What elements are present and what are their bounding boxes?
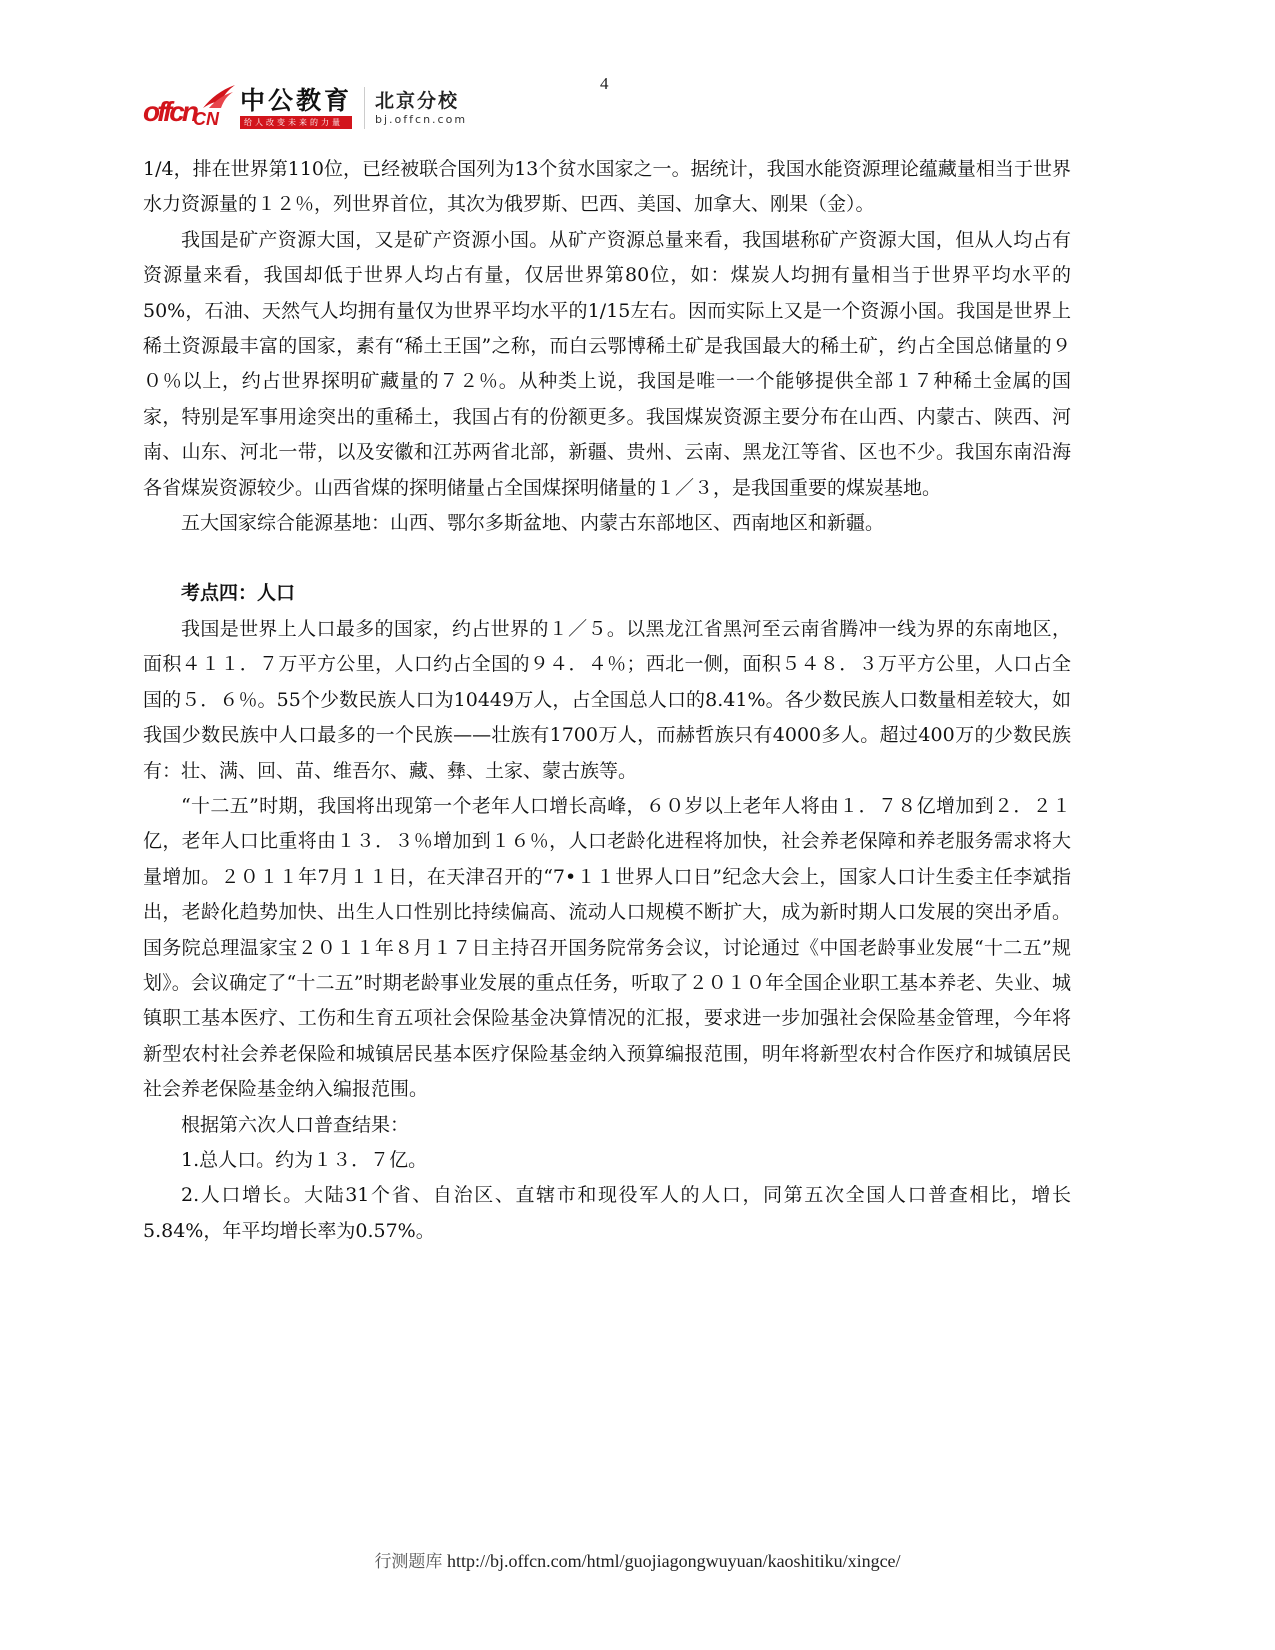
paragraph-mineral-resources: 我国是矿产资源大国，又是矿产资源小国。从矿产资源总量来看，我国堪称矿产资源大国，但从人均占有资源量来看，我国却低于世界人均占有量，仅居世界第80位，如：煤炭人均拥有量相当于世界平均水平的50%，石油、天然气人均拥有量仅为世界平均水平的1/15左右。因而实际上又是一个资源小国。我国是世界上稀土资源最丰富的国家，素有“稀土王国”之称，而白云鄂博稀土矿是我国最大的稀土矿，约占全国总储量的９０％以上，约占世界探明矿藏量的７２％。从种类上说，我国是唯一一个能够提供全部１７种稀土金属的国家，特别是军事用途突出的重稀土，我国占有的份额更多。我国煤炭资源主要分布在山西、内蒙古、陕西、河南、山东、河北一带，以及安徽和江苏两省北部，新疆、贵州、云南、黑龙江等省、区也不少。我国东南沿海各省煤炭资源较少。山西省煤的探明储量占全国煤探明储量的１／３，是我国重要的煤炭基地。 xyxy=(143,228,1071,499)
brand-name: 中公教育 xyxy=(240,86,353,115)
paragraph-aging: “十二五”时期，我国将出现第一个老年人口增长高峰，６０岁以上老年人将由１．７８亿增加到２．２１亿，老年人口比重将由１３．３％增加到１６％，人口老龄化进程将加快，社会养老保障和养老服务需求将大量增加。２０１１年7月１１日，在天津召开的“7•１１世界人口日”纪念大会上，国家人口计生委主任李斌指出，老龄化趋势加快、出生人口性别比持续偏高、流动人口规模不断扩大，成为新时期人口发展的突出矛盾。国务院总理温家宝２０１１年８月１７日主持召开国务院常务会议，讨论通过《中国老龄事业发展“十二五”规划》。会议确定了“十二五”时期老龄事业发展的重点任务，听取了２０１０年全国企业职工基本养老、失业、城镇职工基本医疗、工伤和生育五项社会保险基金决算情况的汇报，要求进一步加强社会保险基金管理，今年将新型农村社会养老保险和城镇居民基本医疗保险基金纳入预算编报范围，明年将新型农村合作医疗和城镇居民社会养老保险基金纳入编报范围。 xyxy=(143,794,1071,1101)
offcn-logo xyxy=(143,84,467,132)
paragraph-census-intro: 根据第六次人口普查结果： xyxy=(181,1113,410,1136)
section-heading: 考点四：人口 xyxy=(181,582,296,605)
footer-label: 行测题库 xyxy=(374,1552,443,1572)
list-item-total-population: 1.总人口。约为１３．７亿。 xyxy=(181,1148,428,1171)
paragraph-energy-bases: 五大国家综合能源基地：山西、鄂尔多斯盆地、内蒙古东部地区、西南地区和新疆。 xyxy=(181,512,885,535)
offcn-logo-mark xyxy=(143,84,238,132)
logo-divider xyxy=(364,87,365,129)
brand-slogan: 给人改变未来的力量 xyxy=(240,116,352,129)
page-footer xyxy=(0,1547,1275,1572)
logo-cn-text: CN xyxy=(193,109,219,129)
branch-name: 北京分校 xyxy=(375,90,460,112)
paragraph-population: 我国是世界上人口最多的国家，约占世界的１／５。以黑龙江省黑河至云南省腾冲一线为界的东南地区，面积４１１．７万平方公里，人口约占全国的９４．４％；西北一侧，面积５４８．３万平方公里，人口占全国的５．６％。55个少数民族人口为10449万人，占全国总人口的8.41%。各少数民族人口数量相差较大，如我国少数民族中人口最多的一个民族——壮族有1700万人，而赫哲族只有4000多人。超过400万的少数民族有：壮、满、回、苗、维吾尔、藏、彝、土家、蒙古族等。 xyxy=(143,617,1071,782)
paragraph-water-resources: 1/4，排在世界第110位，已经被联合国列为13个贫水国家之一。据统计，我国水能资源理论蕴藏量相当于世界水力资源量的１２％，列世界首位，其次为俄罗斯、巴西、美国、加拿大、刚果（金）。 xyxy=(143,158,1071,216)
branch-url: bj.offcn.com xyxy=(375,113,468,126)
document-body xyxy=(143,152,1071,1249)
page-number: 4 xyxy=(600,74,609,93)
logo-offcn-text: offcn xyxy=(143,96,196,127)
list-item-population-growth: 2.人口增长。大陆31个省、自治区、直辖市和现役军人的人口，同第五次全国人口普查相比，增长5.84%，年平均增长率为0.57%。 xyxy=(143,1184,1071,1242)
wing-icon xyxy=(201,84,237,110)
footer-url-link[interactable]: http://bj.offcn.com/html/guojiagongwuyuan/kaoshitiku/xingce/ xyxy=(446,1551,901,1571)
